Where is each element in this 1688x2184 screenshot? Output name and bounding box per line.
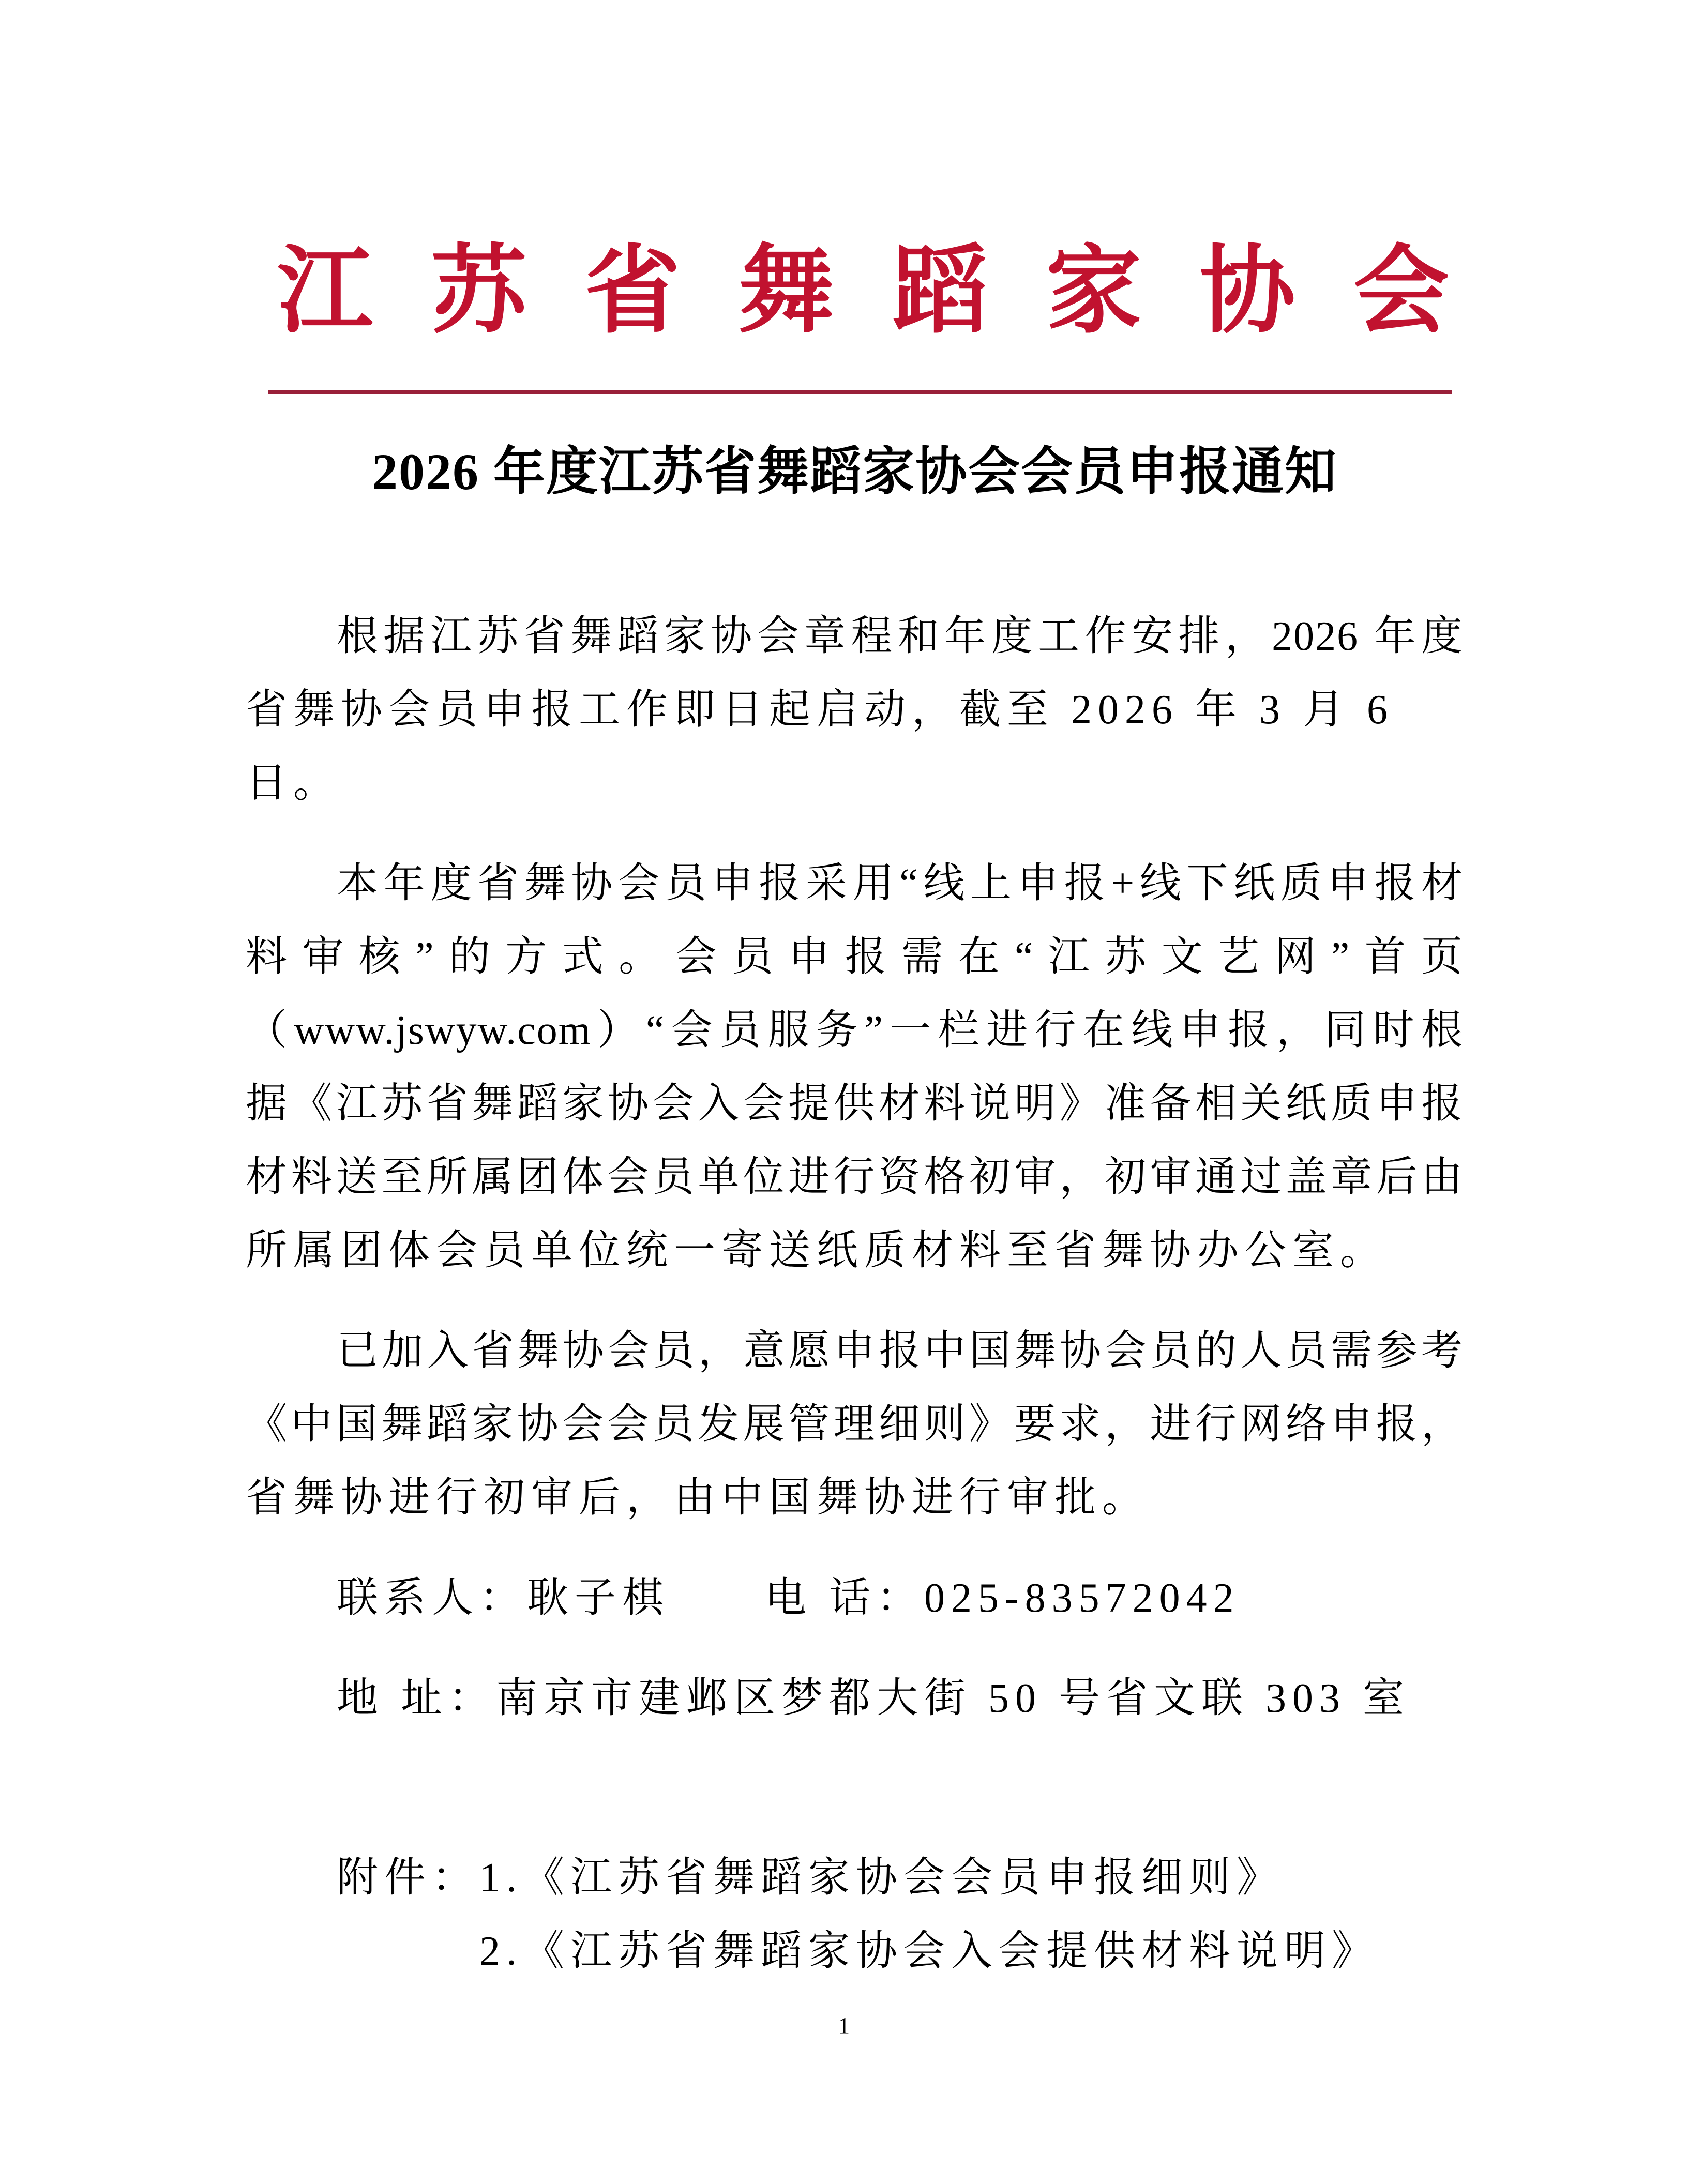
document-body <box>246 600 1464 1988</box>
letterhead-char: 舞 <box>738 239 834 345</box>
body-line: 省舞协进行初审后，由中国舞协进行审批。 <box>246 1475 1150 1521</box>
page-number: 1 <box>838 2013 850 2038</box>
body-line: 料审核”的方式。会员申报需在“江苏文艺网”首页 <box>246 934 1464 980</box>
paragraph-application-method <box>246 847 1464 1287</box>
contact-line <box>246 1561 1464 1635</box>
address-line <box>246 1662 1464 1735</box>
paragraph-china-association <box>246 1314 1464 1535</box>
body-line: 已加入省舞协会员，意愿申报中国舞协会员的人员需参考 <box>337 1328 1464 1374</box>
letterhead-char: 蹈 <box>892 239 988 345</box>
letterhead-char: 江 <box>277 239 373 345</box>
body-line: 材料送至所属团体会员单位进行资格初审，初审通过盖章后由 <box>246 1155 1464 1200</box>
letterhead-char: 会 <box>1353 239 1449 345</box>
body-line: 根据江苏省舞蹈家协会章程和年度工作安排，2026 年度 <box>337 614 1464 659</box>
attachments <box>246 1841 1464 1988</box>
letterhead-char: 家 <box>1046 239 1142 345</box>
body-line: 2.《江苏省舞蹈家协会入会提供材料说明》 <box>479 1929 1379 1974</box>
body-line: 所属团体会员单位统一寄送纸质材料至省舞协办公室。 <box>246 1228 1388 1273</box>
paragraph-intro <box>246 600 1464 820</box>
page-title: 2026 年度江苏省舞蹈家协会会员申报通知 <box>372 443 1337 501</box>
letterhead-char: 省 <box>584 239 681 345</box>
letterhead-title <box>277 239 1449 345</box>
body-line: 联系人：耿子棋 电 话：025-83572042 <box>337 1575 1240 1621</box>
body-line: 本年度省舞协会员申报采用“线上申报+线下纸质申报材 <box>337 861 1464 906</box>
body-line: 《中国舞蹈家协会会员发展管理细则》要求，进行网络申报， <box>246 1402 1464 1447</box>
body-line: 据《江苏省舞蹈家协会入会提供材料说明》准备相关纸质申报 <box>246 1081 1464 1127</box>
letterhead-char: 苏 <box>431 239 527 345</box>
letterhead-char: 协 <box>1199 239 1295 345</box>
body-line: 地 址：南京市建邺区梦都大街 50 号省文联 303 室 <box>337 1676 1410 1721</box>
body-line: 附件：1.《江苏省舞蹈家协会会员申报细则》 <box>337 1855 1284 1901</box>
body-line: 省舞协会员申报工作即日起启动，截至 2026 年 3 月 6 日。 <box>246 687 1410 806</box>
letterhead-rule <box>268 390 1452 394</box>
document-content <box>246 239 1464 1988</box>
body-line: （www.jswyw.com）“会员服务”一栏进行在线申报，同时根 <box>246 1008 1464 1053</box>
